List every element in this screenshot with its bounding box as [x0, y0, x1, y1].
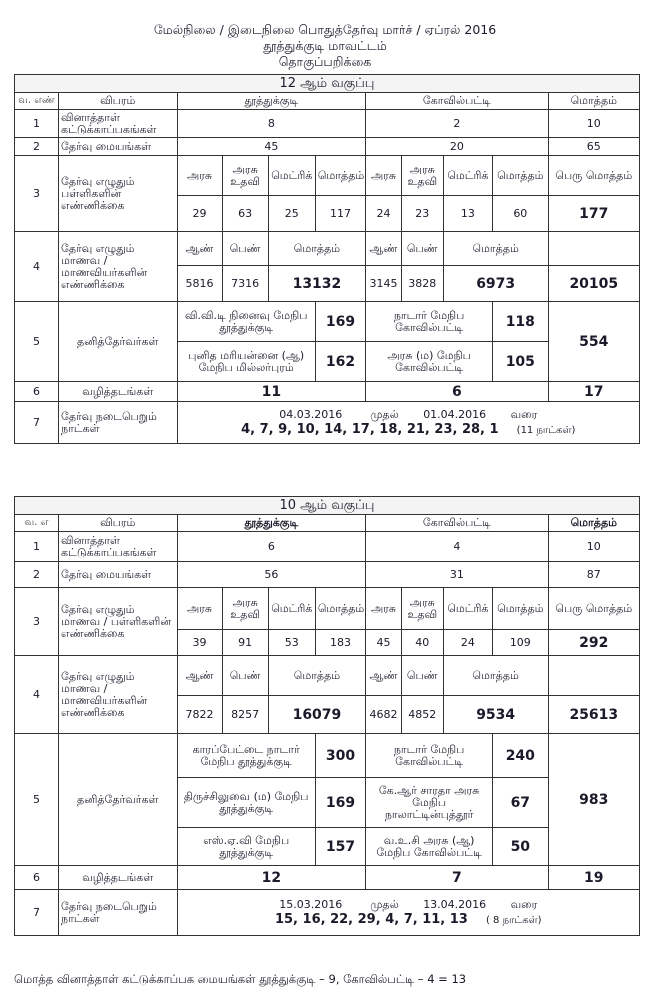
grand-total-label: பெரு மொத்தம்	[548, 588, 639, 630]
gender-boy: ஆண்	[177, 232, 222, 266]
class12-table	[14, 74, 640, 444]
row-num: 4	[15, 232, 59, 302]
type-aided: அரசு உதவி	[401, 588, 443, 630]
summary-title: தொகுப்பறிக்கை	[278, 54, 372, 69]
cell: 60	[493, 196, 549, 232]
cell: 983	[548, 734, 639, 866]
to-word: வரை	[510, 407, 538, 421]
cell: 6	[366, 382, 548, 402]
type-govt: அரசு	[177, 588, 222, 630]
col-sno: வ. எ	[15, 515, 59, 532]
col-kovilpatti: கோவில்பட்டி	[366, 515, 548, 532]
cell: 118	[493, 302, 549, 342]
gender-girl: பெண்	[401, 656, 443, 696]
private-centre: அரசு (ம) மேநிப கோவில்பட்டி	[366, 342, 493, 382]
cell: 300	[315, 734, 365, 778]
type-total: மொத்தம்	[493, 588, 549, 630]
cell: 29	[177, 196, 222, 232]
days-count: (11 நாட்கள்)	[516, 424, 576, 436]
row-num: 7	[15, 402, 59, 444]
gender-girl: பெண்	[222, 656, 268, 696]
type-matric: மெட்ரிக்	[443, 588, 492, 630]
row-num: 1	[15, 110, 59, 138]
to-word: வரை	[510, 897, 538, 911]
from-word: முதல்	[370, 407, 399, 421]
row-num: 3	[15, 588, 59, 656]
row-label-days: தேர்வு நடைபெறும் நாட்கள்	[59, 402, 177, 444]
type-aided: அரசு உதவி	[222, 156, 268, 196]
class10-title: 10 ஆம் வகுப்பு	[15, 497, 640, 515]
cell: 2	[366, 110, 548, 138]
date-from: 15.03.2016	[279, 897, 343, 911]
cell: 13	[443, 196, 492, 232]
type-matric: மெட்ரிக்	[443, 156, 492, 196]
row-num: 7	[15, 890, 59, 936]
cell: 554	[548, 302, 639, 382]
row-label-schools: தேர்வு எழுதும் பள்ளிகளின் எண்ணிக்கை	[59, 156, 177, 232]
cell: 25	[268, 196, 315, 232]
cell: 109	[493, 630, 549, 656]
district-title: தூத்துக்குடி மாவட்டம்	[263, 38, 387, 53]
cell: 24	[443, 630, 492, 656]
gender-boy: ஆண்	[366, 656, 402, 696]
exam-dates	[177, 402, 640, 444]
cell: 10	[548, 110, 639, 138]
cell: 169	[315, 302, 365, 342]
cell: 25613	[548, 696, 639, 734]
cell: 169	[315, 778, 365, 828]
row-label-routes: வழித்தடங்கள்	[59, 382, 177, 402]
type-aided: அரசு உதவி	[222, 588, 268, 630]
gender-boy: ஆண்	[366, 232, 402, 266]
type-govt: அரசு	[366, 588, 402, 630]
type-total: மொத்தம்	[315, 588, 365, 630]
col-thoothukudi: தூத்துக்குடி	[177, 93, 366, 110]
type-total: மொத்தம்	[315, 156, 365, 196]
row-label-students: தேர்வு எழுதும் மாணவ / மாணவியர்களின் எண்ணிக்கை	[59, 232, 177, 302]
row-label-private: தனித்தேர்வர்கள்	[59, 734, 177, 866]
days-count: ( 8 நாட்கள்)	[485, 914, 542, 926]
cell: 12	[177, 866, 366, 890]
cell: 45	[177, 138, 366, 156]
private-centre: கே.ஆர் சாரதா அரசு மேநிப நாலாட்டின்புத்தூர்	[366, 778, 493, 828]
exam-dates	[177, 890, 640, 936]
gender-total: மொத்தம்	[443, 232, 548, 266]
cell: 4852	[401, 696, 443, 734]
cell: 177	[548, 196, 639, 232]
cell: 17	[548, 382, 639, 402]
gender-total: மொத்தம்	[268, 656, 365, 696]
row-num: 2	[15, 562, 59, 588]
cell: 183	[315, 630, 365, 656]
row-label-days: தேர்வு நடைபெறும் நாட்கள்	[59, 890, 177, 936]
col-total: மொத்தம்	[548, 515, 639, 532]
cell: 117	[315, 196, 365, 232]
row-label-centres: தேர்வு மையங்கள்	[59, 138, 177, 156]
cell: 20105	[548, 266, 639, 302]
cell: 65	[548, 138, 639, 156]
gender-boy: ஆண்	[177, 656, 222, 696]
cell: 63	[222, 196, 268, 232]
date-from: 04.03.2016	[279, 407, 343, 421]
private-centre: வி.வி.டி நினைவு மேநிப தூத்துக்குடி	[177, 302, 315, 342]
cell: 6	[177, 532, 366, 562]
cell: 53	[268, 630, 315, 656]
exam-days: 4, 7, 9, 10, 14, 17, 18, 21, 23, 28, 1	[241, 421, 499, 437]
cell: 87	[548, 562, 639, 588]
col-detail: விபரம்	[59, 515, 177, 532]
row-label-custody: வினாத்தாள் கட்டுக்காப்பகங்கள்	[59, 110, 177, 138]
private-centre: வ.உ.சி அரசு (ஆ) மேநிப கோவில்பட்டி	[366, 828, 493, 866]
private-centre: நாடார் மேநிப கோவில்பட்டி	[366, 302, 493, 342]
cell: 7822	[177, 696, 222, 734]
private-centre: புனித மரியன்னை (ஆ) மேநிப மில்லர்புரம்	[177, 342, 315, 382]
gender-girl: பெண்	[222, 232, 268, 266]
type-matric: மெட்ரிக்	[268, 156, 315, 196]
cell: 31	[366, 562, 548, 588]
cell: 50	[493, 828, 549, 866]
cell: 3828	[401, 266, 443, 302]
cell: 105	[493, 342, 549, 382]
cell: 23	[401, 196, 443, 232]
gender-girl: பெண்	[401, 232, 443, 266]
cell: 24	[366, 196, 402, 232]
cell: 4	[366, 532, 548, 562]
cell: 3145	[366, 266, 402, 302]
private-centre: எஸ்.ஏ.வி மேநிப தூத்துக்குடி	[177, 828, 315, 866]
cell: 20	[366, 138, 548, 156]
cell: 9534	[443, 696, 548, 734]
row-num: 2	[15, 138, 59, 156]
cell: 162	[315, 342, 365, 382]
private-centre: நாடார் மேநிப கோவில்பட்டி	[366, 734, 493, 778]
cell: 39	[177, 630, 222, 656]
exam-days: 15, 16, 22, 29, 4, 7, 11, 13	[274, 911, 468, 927]
cell: 19	[548, 866, 639, 890]
col-kovilpatti: கோவில்பட்டி	[366, 93, 548, 110]
col-detail: விபரம்	[59, 93, 177, 110]
cell: 8	[177, 110, 366, 138]
col-thoothukudi: தூத்துக்குடி	[177, 515, 366, 532]
col-sno: வ. எண்	[15, 93, 59, 110]
type-govt: அரசு	[177, 156, 222, 196]
grand-total-label: பெரு மொத்தம்	[548, 156, 639, 196]
cell: 5816	[177, 266, 222, 302]
gender-total: மொத்தம்	[443, 656, 548, 696]
class10-table	[14, 496, 640, 936]
row-num: 1	[15, 532, 59, 562]
cell: 7	[366, 866, 548, 890]
row-label-routes: வழித்தடங்கள்	[59, 866, 177, 890]
row-label-custody: வினாத்தாள் கட்டுக்காப்பகங்கள்	[59, 532, 177, 562]
cell: 240	[493, 734, 549, 778]
gender-total: மொத்தம்	[268, 232, 365, 266]
row-num: 3	[15, 156, 59, 232]
cell: 91	[222, 630, 268, 656]
cell: 40	[401, 630, 443, 656]
cell: 7316	[222, 266, 268, 302]
date-to: 01.04.2016	[423, 407, 487, 421]
type-govt: அரசு	[366, 156, 402, 196]
cell: 10	[548, 532, 639, 562]
cell: 8257	[222, 696, 268, 734]
row-label-schools: தேர்வு எழுதும் மாணவ / பள்ளிகளின் எண்ணிக்கை	[59, 588, 177, 656]
type-total: மொத்தம்	[493, 156, 549, 196]
row-label-centres: தேர்வு மையங்கள்	[59, 562, 177, 588]
cell: 11	[177, 382, 366, 402]
row-num: 6	[15, 382, 59, 402]
report-title: மேல்நிலை / இடைநிலை பொதுத்தேர்வு மார்ச் / ஏப்ரல் 2016	[153, 22, 497, 37]
row-num: 6	[15, 866, 59, 890]
from-word: முதல்	[370, 897, 399, 911]
type-matric: மெட்ரிக்	[268, 588, 315, 630]
row-num: 4	[15, 656, 59, 734]
private-centre: காரப்பேட்டை நாடார் மேநிப தூத்துக்குடி	[177, 734, 315, 778]
row-label-students: தேர்வு எழுதும் மாணவ / மாணவியர்களின் எண்ணிக்கை	[59, 656, 177, 734]
cell: 157	[315, 828, 365, 866]
cell: 4682	[366, 696, 402, 734]
cell: 45	[366, 630, 402, 656]
type-aided: அரசு உதவி	[401, 156, 443, 196]
private-centre: திருச்சிலுவை (ம) மேநிப தூத்துக்குடி	[177, 778, 315, 828]
footer-note: மொத்த வினாத்தாள் கட்டுக்காப்பக மையங்கள் தூத்துக்குடி – 9, கோவில்பட்டி – 4 = 13	[14, 972, 467, 986]
date-to: 13.04.2016	[423, 897, 487, 911]
class12-title: 12 ஆம் வகுப்பு	[15, 75, 640, 93]
row-label-private: தனித்தேர்வர்கள்	[59, 302, 177, 382]
cell: 292	[548, 630, 639, 656]
cell: 6973	[443, 266, 548, 302]
cell: 67	[493, 778, 549, 828]
col-total: மொத்தம்	[548, 93, 639, 110]
cell: 16079	[268, 696, 365, 734]
row-num: 5	[15, 734, 59, 866]
row-num: 5	[15, 302, 59, 382]
cell: 56	[177, 562, 366, 588]
cell: 13132	[268, 266, 365, 302]
